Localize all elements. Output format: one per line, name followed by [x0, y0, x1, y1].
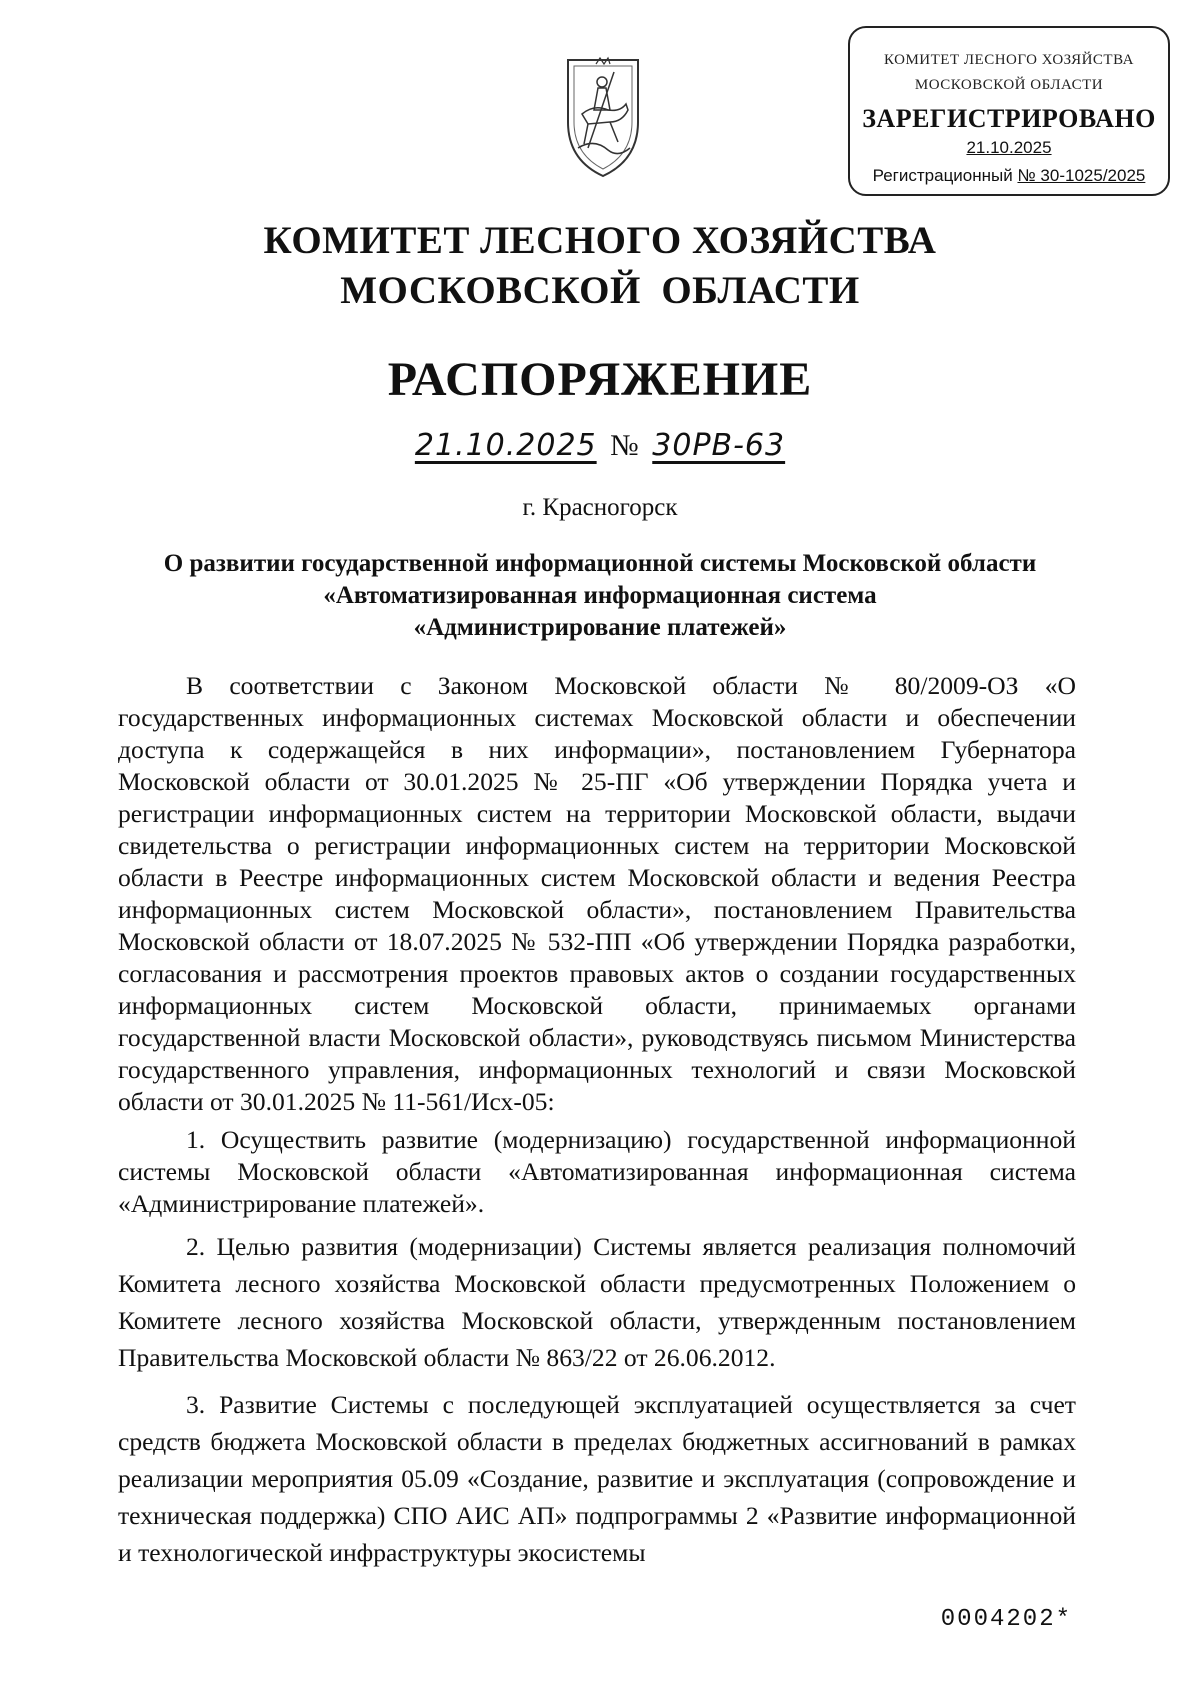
item-1-paragraph: 1. Осуществить развитие (модернизацию) государственной информационной системы Московской области «Автоматизированная информационная система «Администрирование платежей».: [118, 1125, 1076, 1218]
agency-title-line-1: КОМИТЕТ ЛЕСНОГО ХОЗЯЙСТВА: [263, 219, 937, 262]
handwritten-number: 30РВ-63: [652, 428, 786, 463]
stamp-status: ЗАРЕГИСТРИРОВАНО: [862, 104, 1156, 133]
stamp-number: № 30-1025/2025: [1017, 166, 1146, 185]
stamp-org-line-1: КОМИТЕТ ЛЕСНОГО ХОЗЯЙСТВА: [883, 52, 1134, 68]
number-sign: №: [610, 429, 639, 462]
subject-line-3: «Администрирование платежей»: [413, 614, 787, 641]
document-body: [118, 670, 1076, 1571]
document-type: РАСПОРЯЖЕНИЕ: [387, 353, 813, 406]
subject-line-2: «Автоматизированная информационная система: [323, 582, 877, 609]
document-serial-code: 0004202*: [940, 1606, 1072, 1633]
agency-title: [0, 216, 1200, 316]
stamp-number-line: [850, 166, 1168, 186]
preamble-paragraph: В соответствии с Законом Московской области № 80/2009-ОЗ «О государственных информационных системах Московской области и обеспечении доступа к содержащейся в них информации», постановлением Губернатора Московской области от 30.01.2025 № 25-ПГ «Об утверждении Порядка учета и регистрации информационных систем на территории Московской области, выдачи свидетельства о регистрации информационных систем на территории Московской области в Реестре информационных систем Московской области и ведения Реестра информационных систем Московской области», постановлением Правительства Московской области от 18.07.2025 № 532-ПП «Об утверждении Порядка разработки, согласования и рассмотрения проектов правовых актов о создании государственных информационных систем Московской области, принимаемых органами государственной власти Московской области», руководствуясь письмом Министерства государственного управления, информационных технологий и связи Московской области от 30.01.2025 № 11-561/Исх-05:: [118, 671, 1076, 1116]
stamp-date: 21.10.2025: [966, 138, 1052, 157]
registration-stamp: [848, 26, 1170, 196]
city: г. Красногорск: [522, 494, 678, 521]
subject-line-1: О развитии государственной информационной системы Московской области: [163, 550, 1037, 577]
item-2-paragraph: 2. Целью развития (модернизации) Системы является реализация полномочий Комитета лесного хозяйства Московской области предусмотренных Положением о Комитете лесного хозяйства Московской области, утвержденным постановлением Правительства Московской области № 863/22 от 26.06.2012.: [118, 1232, 1076, 1372]
document-date-number: [0, 428, 1200, 463]
item-3-paragraph: 3. Развитие Системы с последующей эксплуатацией осуществляется за счет средств бюджета Московской области в пределах бюджетных ассигнований в рамках реализации мероприятия 05.09 «Создание, развитие и эксплуатация (сопровождение и техническая поддержка) СПО АИС АП» подпрограммы 2 «Развитие информационной и технологической инфраструктуры экосистемы: [118, 1390, 1076, 1567]
agency-title-line-2: МОСКОВСКОЙ ОБЛАСТИ: [340, 269, 860, 312]
moscow-region-coat-of-arms-icon: [548, 52, 658, 182]
document-subject: [120, 548, 1080, 644]
stamp-number-label: Регистрационный: [872, 166, 1018, 185]
stamp-org-line-2: МОСКОВСКОЙ ОБЛАСТИ: [914, 77, 1104, 93]
handwritten-date: 21.10.2025: [414, 428, 597, 463]
